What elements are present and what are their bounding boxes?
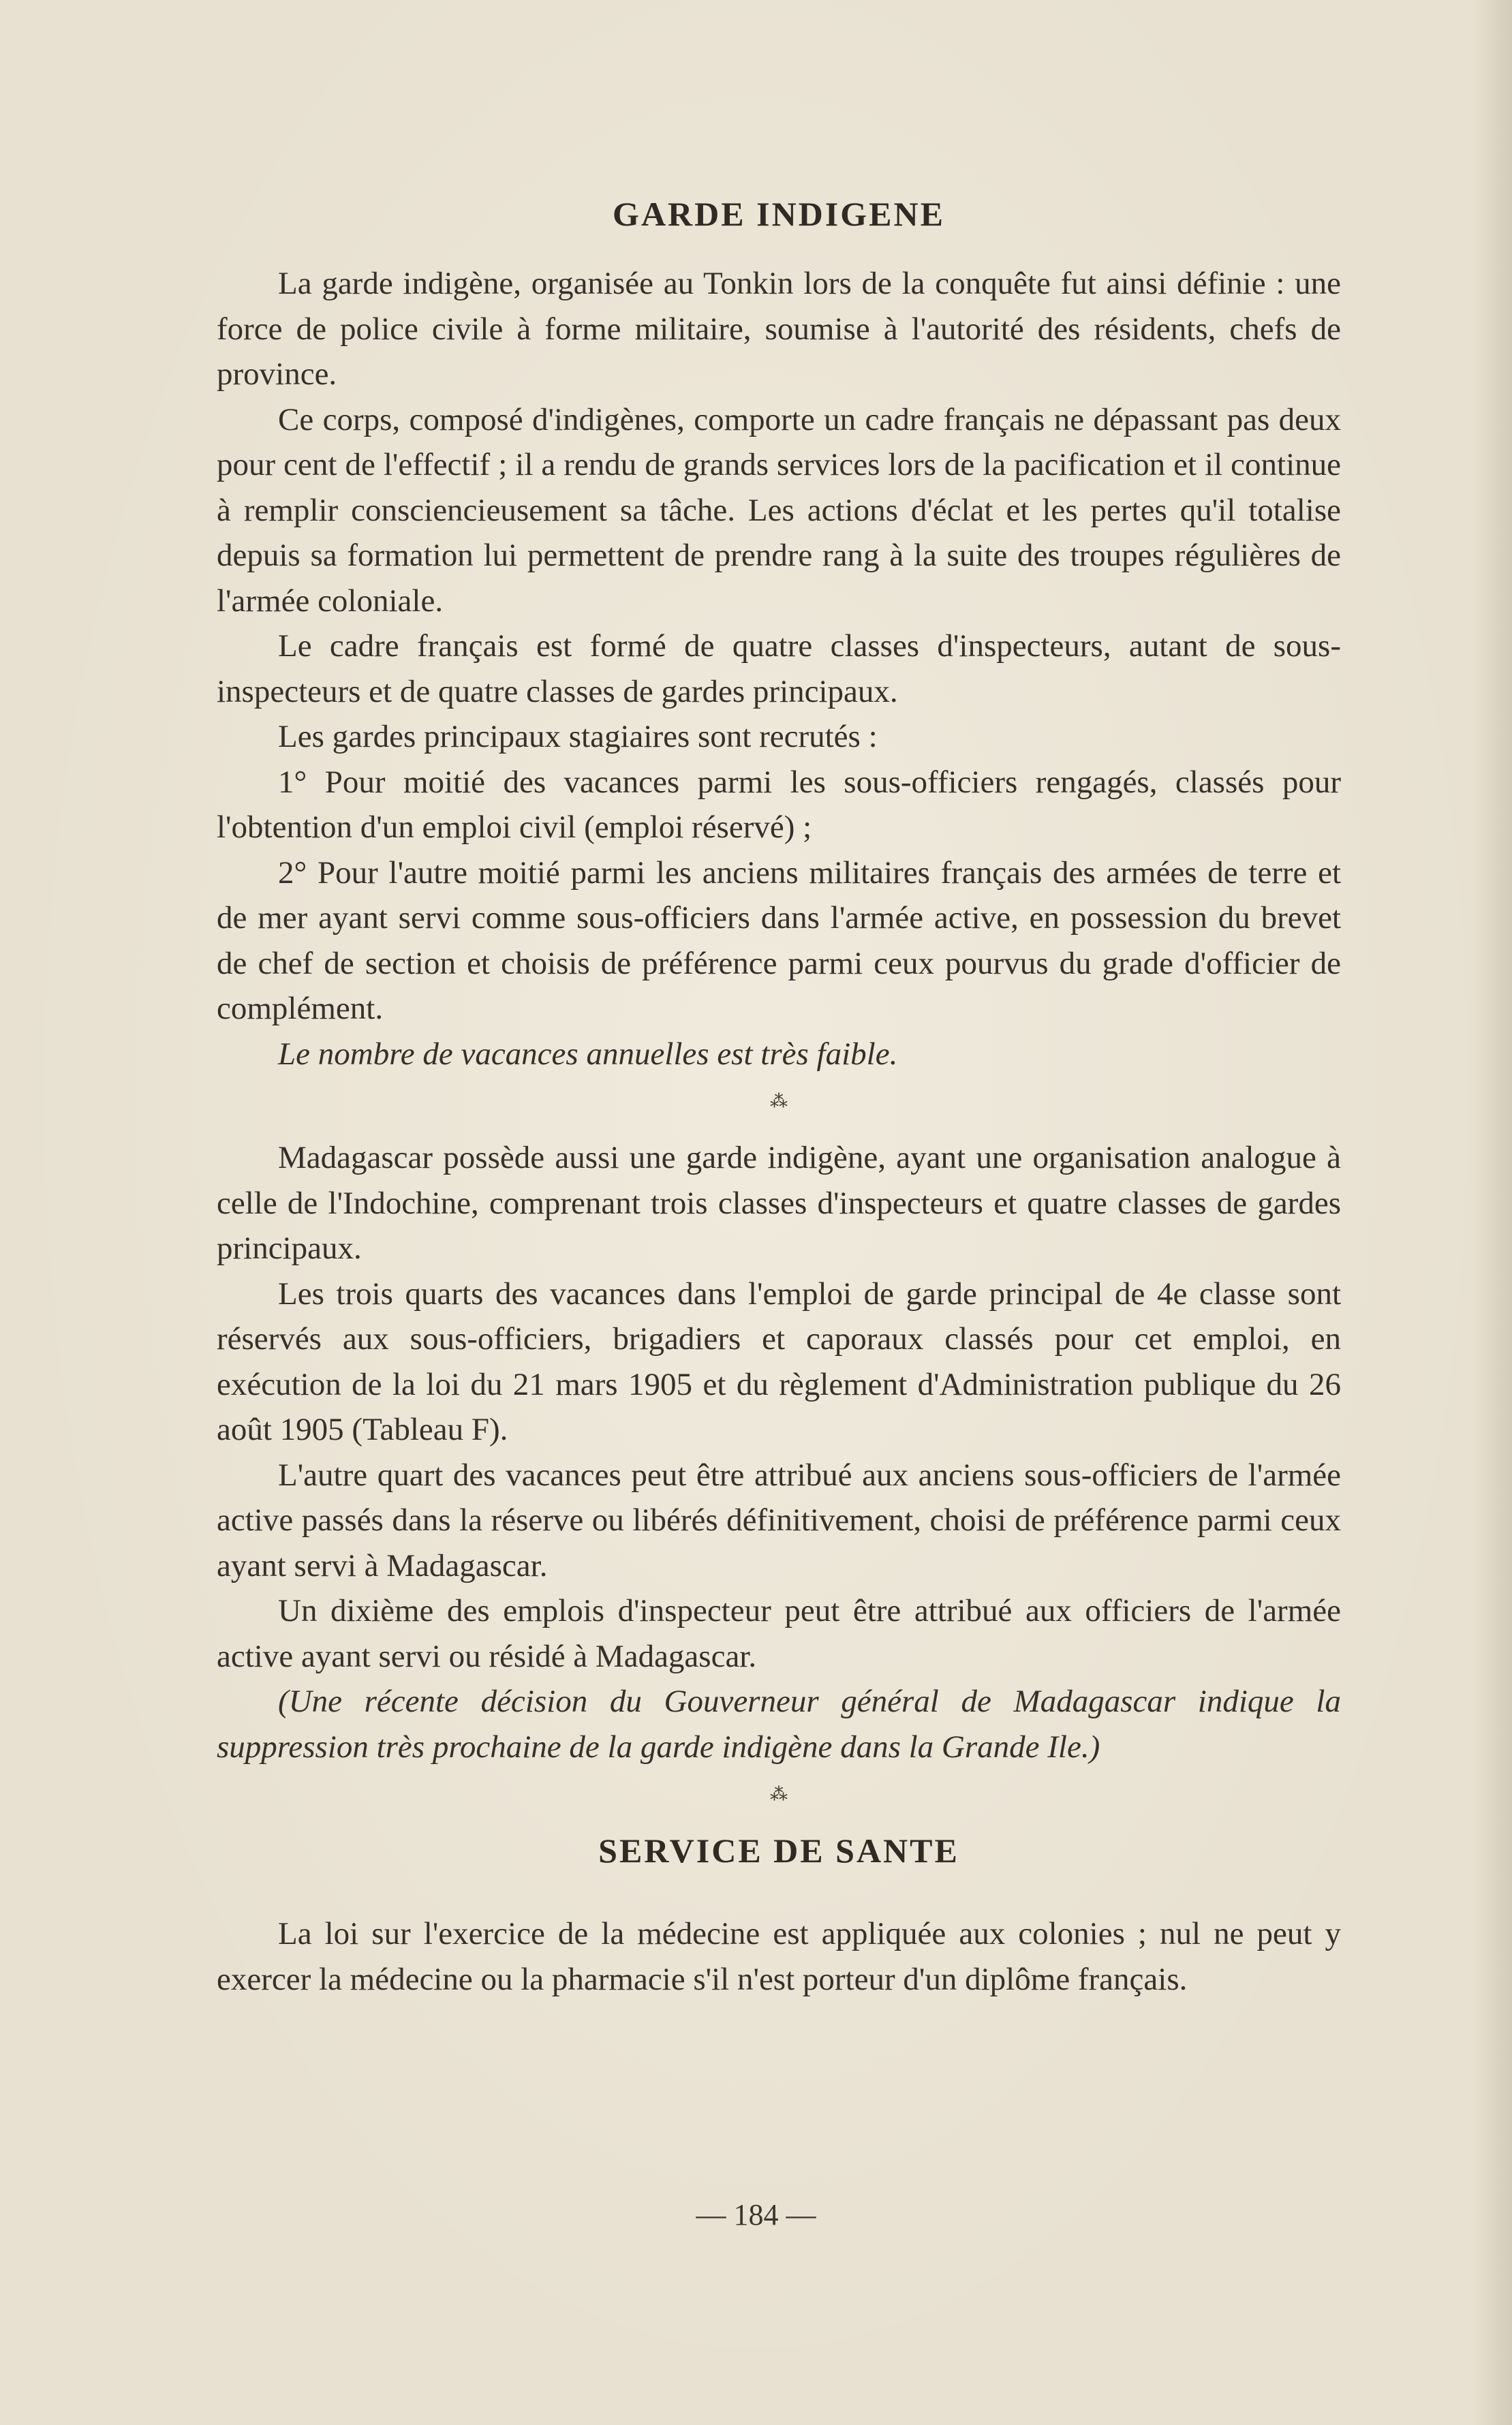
paragraph: Les gardes principaux stagiaires sont recrutés : xyxy=(278,719,878,754)
heading-service-de-sante: SERVICE DE SANTE xyxy=(598,1832,959,1870)
heading-garde-indigene: GARDE INDIGENE xyxy=(613,195,945,233)
list-item: 1° Pour moitié des vacances parmi les sous-officiers rengagés, classés pour l'obtention d'un emploi civil (emploi réservé) ; xyxy=(217,764,1341,845)
italic-note: (Une récente décision du Gouverneur général de Madagascar indique la suppression très prochaine de la garde indigène dans la Grande Ile.) xyxy=(217,1684,1341,1765)
paragraph: La garde indigène, organisée au Tonkin lors de la conquête fut ainsi définie : une force de police civile à forme militaire, soumise à l'autorité des résidents, chefs de province. xyxy=(217,266,1341,392)
paragraph: Les trois quarts des vacances dans l'emploi de garde principal de 4e classe sont réservés aux sous-officiers, brigadiers et caporaux classés pour cet emploi, en exécution de la loi du 21 mars 1905 et du règlement d'Administration publique du 26 août 1905 (Tableau F). xyxy=(217,1276,1341,1447)
paragraph: Le cadre français est formé de quatre classes d'inspecteurs, autant de sous-inspecteurs et de quatre classes de gardes principaux. xyxy=(217,628,1341,709)
page-number: — 184 — xyxy=(696,2198,816,2231)
page-edge-shadow xyxy=(1471,0,1512,2425)
paragraph: L'autre quart des vacances peut être attribué aux anciens sous-officiers de l'armée active passés dans la réserve ou libérés définitivement, choisi de préférence parmi ceux ayant servi à Madagascar. xyxy=(217,1457,1341,1584)
asterism-separator: ⁂ xyxy=(770,1785,788,1805)
italic-note: Le nombre de vacances annuelles est très faible. xyxy=(278,1036,898,1072)
asterism-separator: ⁂ xyxy=(770,1092,788,1112)
page-content xyxy=(217,194,1341,2002)
paragraph: Ce corps, composé d'indigènes, comporte un cadre français ne dépassant pas deux pour cent de l'effectif ; il a rendu de grands services lors de la pacification et il continue à remplir consciencieusement sa tâche. Les actions d'éclat et les pertes qu'il totalise depuis sa formation lui permettent de prendre rang à la suite des troupes régulières de l'armée coloniale. xyxy=(217,401,1341,619)
paragraph: Madagascar possède aussi une garde indigène, ayant une organisation analogue à celle de l'Indochine, comprenant trois classes d'inspecteurs et quatre classes de gardes principaux. xyxy=(217,1140,1341,1266)
paragraph: Un dixième des emplois d'inspecteur peut être attribué aux officiers de l'armée active ayant servi ou résidé à Madagascar. xyxy=(217,1593,1341,1674)
list-item: 2° Pour l'autre moitié parmi les anciens militaires français des armées de terre et de mer ayant servi comme sous-officiers dans l'armée active, en possession du brevet de chef de section et choisis de préférence parmi ceux pourvus du grade d'officier de complément. xyxy=(217,854,1341,1026)
paragraph: La loi sur l'exercice de la médecine est appliquée aux colonies ; nul ne peut y exercer la médecine ou la pharmacie s'il n'est porteur d'un diplôme français. xyxy=(217,1916,1341,1997)
